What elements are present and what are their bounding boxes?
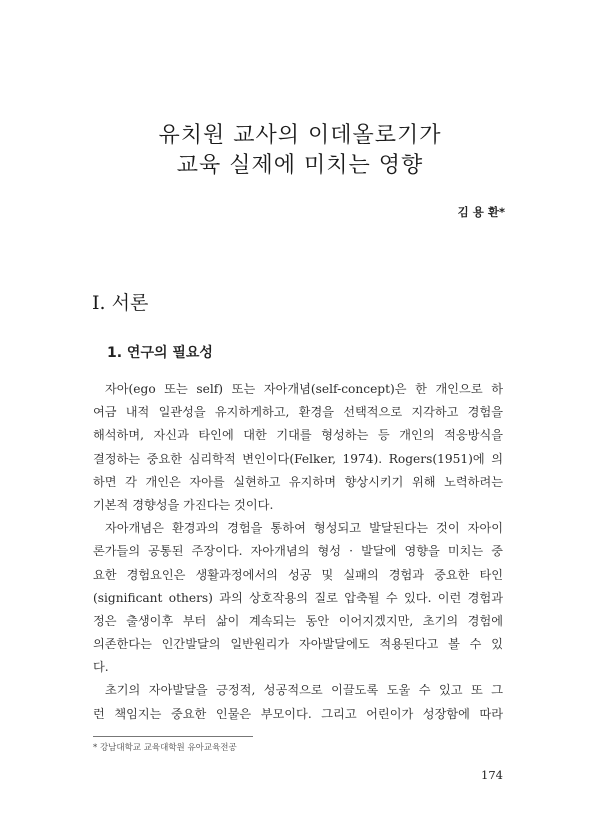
paper-title-line-2: 교육 실제에 미치는 영향 [176,153,424,178]
body-line: 자아(ego 또는 self) 또는 자아개념(self-concept)은 한 개인으로 하 [105,382,503,396]
body-line: 자아개념은 환경과의 경험을 통하여 형성되고 발달된다는 것이 자아이 [105,521,503,536]
body-line: 정은 출생이후 부터 삶이 계속되는 동안 이어지겠지만, 초기의 경험에 [93,613,503,628]
body-line: 여금 내적 일관성을 유지하게하고, 환경을 선택적으로 지각하고 경험을 [93,405,503,420]
footnote-divider [93,736,253,737]
section-heading: Ⅰ. 서론 [92,292,149,314]
body-line: (significant others) 과의 상호작용의 질로 압축될 수 있다. 이런 경험과 [93,590,503,605]
paper-title-line-1: 유치원 교사의 이데올로기가 [158,123,442,148]
body-line: 론가들의 공통된 주장이다. 자아개념의 형성 · 발달에 영향을 미치는 중 [93,544,503,559]
body-line: 다. [93,660,109,675]
body-line: 하면 각 개인은 자아를 실현하고 유지하며 향상시키기 위해 노력하려는 [93,474,503,489]
page-number: 174 [481,768,503,782]
author-affiliation-footnote: * 강남대학교 교육대학원 유아교육전공 [93,743,237,753]
body-line: 해석하며, 자신과 타인에 대한 기대를 형성하는 등 개인의 적응방식을 [93,428,503,443]
body-line: 요한 경험요인은 생활과정에서의 성공 및 실패의 경험과 중요한 타인 [93,567,503,582]
subsection-heading: 1. 연구의 필요성 [107,345,213,361]
body-text [93,378,503,726]
body-line: 런 책임지는 중요한 인물은 부모이다. 그리고 어린이가 성장함에 따라 [93,706,503,721]
author-name: 김 용 환* [457,205,505,219]
body-line: 결정하는 중요한 심리학적 변인이다(Felker, 1974). Rogers(1951)에 의 [93,451,503,466]
body-line: 의존한다는 인간발달의 일반원리가 자아발달에도 적용된다고 볼 수 있 [93,637,503,652]
body-line: 기본적 경향성을 가진다는 것이다. [93,497,274,512]
body-line: 초기의 자아발달을 긍정적, 성공적으로 이끌도록 도울 수 있고 또 그 [105,683,503,698]
